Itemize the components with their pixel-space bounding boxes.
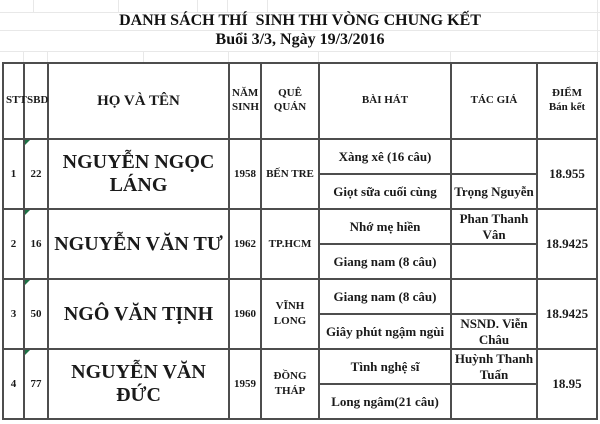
stt-cell: 4 [3, 349, 24, 419]
stt-cell: 2 [3, 209, 24, 279]
song-cell: Nhớ mẹ hiền [319, 209, 451, 244]
composer-cell: NSND. Viễn Châu [451, 314, 537, 349]
stt-cell: 1 [3, 139, 24, 209]
song-cell: Giang nam (8 câu) [319, 244, 451, 279]
name-cell: NGUYỄN VĂN TƯ [48, 209, 229, 279]
song-cell: Giọt sữa cuối cùng [319, 174, 451, 209]
gridline [318, 51, 319, 62]
contestants-table [2, 62, 598, 420]
header-sbd: SBD [24, 63, 48, 139]
error-marker-icon [25, 280, 30, 285]
song-cell: Giang nam (8 câu) [319, 279, 451, 314]
song-cell: Giây phút ngậm ngùi [319, 314, 451, 349]
score-cell: 18.9425 [537, 209, 597, 279]
score-cell: 18.9425 [537, 279, 597, 349]
sbd-value: 50 [30, 308, 42, 320]
error-marker-icon [25, 350, 30, 355]
table-header-row [3, 63, 597, 139]
name-cell: NGUYỄN VĂN ĐỨC [48, 349, 229, 419]
sbd-cell [24, 349, 48, 419]
name-cell: NGÔ VĂN TỊNH [48, 279, 229, 349]
birth-year-cell: 1959 [229, 349, 261, 419]
sbd-value: 16 [30, 238, 42, 250]
birth-year-cell: 1958 [229, 139, 261, 209]
header-birth-year: NĂM SINH [229, 63, 261, 139]
composer-cell: Trọng Nguyễn [451, 174, 537, 209]
score-cell: 18.955 [537, 139, 597, 209]
error-marker-icon [25, 140, 30, 145]
hometown-cell: ĐỒNG THÁP [261, 349, 319, 419]
sbd-value: 22 [30, 168, 42, 180]
hometown-cell: VĨNH LONG [261, 279, 319, 349]
header-stt: STT [3, 63, 24, 139]
header-name: HỌ VÀ TÊN [48, 63, 229, 139]
composer-cell [451, 384, 537, 419]
composer-cell [451, 279, 537, 314]
header-hometown: QUÊ QUÁN [261, 63, 319, 139]
birth-year-cell: 1960 [229, 279, 261, 349]
table-row [3, 139, 597, 174]
birth-year-cell: 1962 [229, 209, 261, 279]
song-cell: Long ngâm(21 câu) [319, 384, 451, 419]
gridline [23, 51, 24, 62]
hometown-cell: BẾN TRE [261, 139, 319, 209]
name-cell: NGUYỄN NGỌC LÁNG [48, 139, 229, 209]
song-cell: Tình nghệ sĩ [319, 349, 451, 384]
composer-cell: Huỳnh Thanh Tuấn [451, 349, 537, 384]
hometown-cell: TP.HCM [261, 209, 319, 279]
composer-cell [451, 139, 537, 174]
table-row [3, 279, 597, 314]
header-song: BÀI HÁT [319, 63, 451, 139]
sbd-cell [24, 139, 48, 209]
sbd-value: 77 [30, 378, 42, 390]
error-marker-icon [25, 210, 30, 215]
gridline [47, 51, 48, 62]
composer-cell [451, 244, 537, 279]
sbd-cell [24, 209, 48, 279]
gridline [143, 51, 144, 62]
page-subtitle: Buổi 3/3, Ngày 19/3/2016 [215, 31, 385, 48]
composer-cell: Phan Thanh Vân [451, 209, 537, 244]
header-score: ĐIỂM Bán kết [537, 63, 597, 139]
sbd-cell [24, 279, 48, 349]
table-row [3, 209, 597, 244]
song-cell: Xàng xê (16 câu) [319, 139, 451, 174]
page-title: DANH SÁCH THÍ SINH THI VÒNG CHUNG KẾT [119, 12, 481, 29]
stt-cell: 3 [3, 279, 24, 349]
score-cell: 18.95 [537, 349, 597, 419]
table-row [3, 349, 597, 384]
gridline [0, 51, 600, 52]
header-composer: TÁC GIÁ [451, 63, 537, 139]
gridline [450, 51, 451, 62]
gridline [228, 51, 229, 62]
